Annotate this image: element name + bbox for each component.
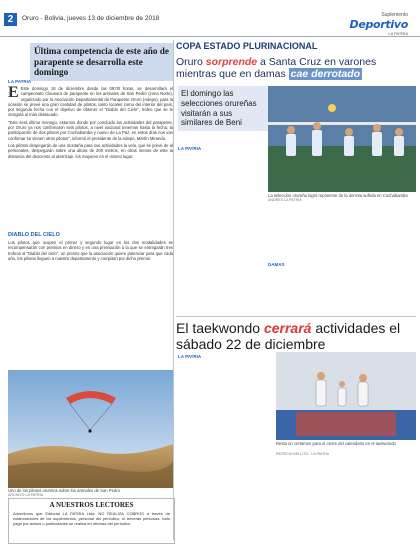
- paragliding-photo: [8, 370, 173, 488]
- logo-top: Suplemento: [381, 12, 408, 18]
- right-subhead: El domingo las selecciones orureñas visitarán a sus similares de Beni: [178, 86, 268, 131]
- left-body-2: Los pilotos que ocupen el primer y segundo lugar en los dos modalidades se recompensarán con premios en dinero y en una premiación a la que se entregarán tres trofeos al "Diablo del cielo", un premio que la asociación quiere potenciar para que cada año, los pilotos lleguen a nuestro departamento y compitan por dicho premio.: [8, 240, 173, 261]
- logo-main: Deportivo: [349, 18, 408, 31]
- right-body-col2: [268, 204, 340, 312]
- lectores-title: A NUESTROS LECTORES: [49, 501, 134, 509]
- left-subhead: DIABLO DEL CIELO: [8, 232, 60, 238]
- left-photo-caption: Uno de los pilotos oruretos sobre los arenales de San Pedro: [8, 488, 120, 493]
- tkd-post: actividades el sábado 22 de diciembre: [176, 320, 401, 352]
- headline-highlight-2: cae derrotado: [290, 68, 361, 80]
- folio: Oruro - Bolivia, jueves 13 de diciembre de 2018: [22, 15, 160, 22]
- dropcap: E: [8, 86, 19, 101]
- damas-label: DAMAS: [268, 262, 285, 267]
- left-paragraph-3: Los pilotos despegarán de una montaña para sus actividades la vela, que se prevé de al personales, despegarán sobre una altura de 200 metros, en otras menos de este la distancia del descenso al aterrizaje, los mayores en el mismo lugar.: [8, 142, 173, 159]
- right-photo-credit: ANDRES LA PATRIA: [268, 198, 302, 202]
- left-byline: LA PATRIA: [8, 79, 32, 84]
- right-byline: LA PATRIA: [178, 146, 202, 151]
- page-number: 2: [4, 13, 17, 26]
- logo-bottom: LA PATRIA: [388, 31, 408, 36]
- taekwondo-headline: [176, 320, 416, 352]
- headline-highlight: sorprende: [205, 56, 258, 68]
- lectores-notice: [8, 498, 175, 544]
- tkd-body-col2: [276, 460, 342, 540]
- lectores-text: Advertimos que Editorial LA PATRIA Ltda. NO REALIZA COBROS a través de colaboradores de los suplementos, personal del periódico, ni terceras personas, todo pago por avisos o publicidades se realiza en oficinas del periódico.: [13, 511, 170, 526]
- taekwondo-photo: [276, 352, 416, 440]
- tkd-pre: El taekwondo: [176, 320, 261, 336]
- right-body-col1: [178, 152, 264, 312]
- tkd-photo-caption: Resta un certamen para el cierre del calendario en el taekwondo: [276, 441, 396, 446]
- right-headline: [176, 56, 416, 80]
- column-divider: [173, 40, 174, 540]
- left-headline: Última competencia de este año de parapente se desarrolla este domingo: [30, 43, 174, 81]
- supplement-logo: [349, 12, 408, 36]
- volleyball-photo: [268, 86, 416, 192]
- left-body: [8, 86, 173, 226]
- tkd-body-col3: [346, 460, 416, 540]
- left-paragraph-2: "Este será último monogo, estamos donde por concluido las actividades del parapente, por Oruro ya nos confirmaron seis pilotos, a nivel nacional tenemos hasta la fecha, la participación de dos pilotos por Cochabamba y nuevo de La Paz, en estos días nos van confirmar se vienen otros pilotos", informó el presidente de la Adepo, Martín Miranda.: [8, 119, 173, 141]
- tkd-body-col1: [178, 360, 272, 540]
- tkd-photo-credit: PATRICIO BELLITO - LA PATRIA: [276, 452, 329, 456]
- headline-pre: Oruro: [176, 56, 203, 68]
- article-divider: [176, 316, 416, 317]
- tkd-byline: LA PATRIA: [178, 354, 202, 359]
- tkd-highlight: cerrará: [263, 320, 312, 336]
- left-photo-credit: ARCHIVO LA PATRIA: [8, 493, 44, 497]
- right-body-col3: [344, 204, 416, 312]
- left-paragraph-1: Este domingo 16 de diciembre desde las 09:00 horas, se desarrollará el campeonato Clausura de parapente en los arenales de San Pedro (zona Norte), organizado por la Asociación Departamental de Parapente Oruro (Adepo), para la ocasión se prevé una gran cantidad de pilotos, tanto locales como del interior del país, por segunda fecha con el objetivo de obtener el "Diablo del Cielo", trofeo que se le otorgará al más destacado.: [8, 86, 173, 118]
- section-title: COPA ESTADO PLURINACIONAL: [176, 41, 318, 51]
- right-photo-caption: La selección orureña logró reponerse de la derrota sufrida en Cochabamba: [268, 193, 408, 198]
- headline-mid: a Santa Cruz en varones mientras que en damas: [176, 56, 377, 80]
